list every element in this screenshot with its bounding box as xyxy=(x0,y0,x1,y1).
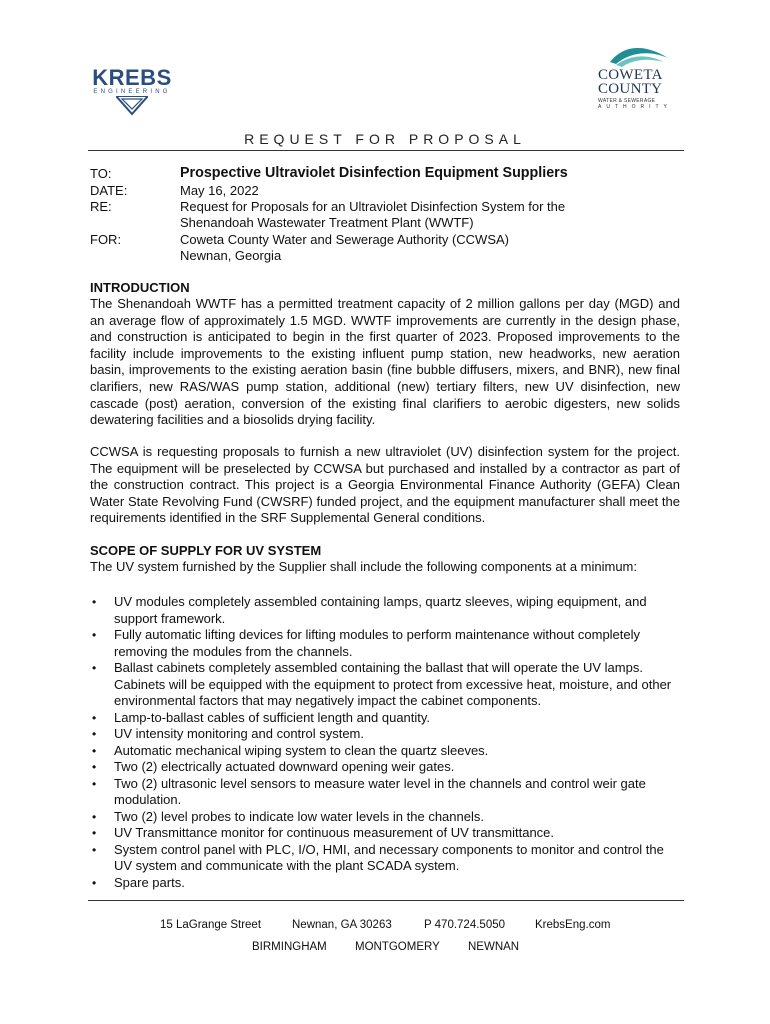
list-item xyxy=(90,825,684,842)
scope-heading: SCOPE OF SUPPLY FOR UV SYSTEM xyxy=(90,543,322,558)
bullet-icon: • xyxy=(92,760,97,774)
date-value: May 16, 2022 xyxy=(180,183,259,198)
bullet-icon: • xyxy=(92,628,97,642)
list-item xyxy=(90,660,684,710)
for-value-line1: Coweta County Water and Sewerage Authority (CCWSA) xyxy=(180,232,509,247)
list-item-text: Automatic mechanical wiping system to clean the quartz sleeves. xyxy=(114,742,489,758)
scope-intro: The UV system furnished by the Supplier shall include the following components at a minimum: xyxy=(90,559,637,574)
list-item-text: Lamp-to-ballast cables of sufficient length and quantity. xyxy=(114,709,431,725)
for-label: FOR: xyxy=(90,232,122,247)
list-item xyxy=(90,710,684,727)
bullet-icon: • xyxy=(92,743,97,758)
bullet-icon: • xyxy=(92,842,97,857)
coweta-logo-line2: COUNTY xyxy=(598,81,663,97)
list-item xyxy=(90,776,684,809)
footer-office-montgomery: MONTGOMERY xyxy=(355,941,440,953)
list-item-text: UV intensity monitoring and control system. xyxy=(114,726,364,741)
bullet-icon: • xyxy=(92,776,97,791)
bullet-icon: • xyxy=(92,661,97,675)
krebs-chevron-icon xyxy=(116,96,148,116)
footer-office-birmingham: BIRMINGHAM xyxy=(252,941,327,953)
coweta-logo-sub2: AUTHORITY xyxy=(598,104,672,110)
coweta-wave-icon xyxy=(606,46,670,68)
bullet-icon: • xyxy=(92,727,97,741)
for-value-line2: Newnan, Georgia xyxy=(180,248,282,263)
list-item xyxy=(90,743,684,760)
list-item xyxy=(90,809,684,826)
list-item-text: Fully automatic lifting devices for lifting modules to perform maintenance without completely removing the modules from the channels. xyxy=(114,627,641,659)
re-value-line2: Shenandoah Wastewater Treatment Plant (WWTF) xyxy=(180,215,474,230)
footer-phone: P 470.724.5050 xyxy=(424,919,506,931)
footer-office-newnan: NEWNAN xyxy=(468,941,520,953)
list-item xyxy=(90,726,684,743)
list-item xyxy=(90,759,684,776)
list-item xyxy=(90,594,684,627)
list-item-text: Spare parts. xyxy=(114,874,185,890)
list-item-text: UV Transmittance monitor for continuous measurement of UV transmittance. xyxy=(114,825,555,840)
coweta-logo-sub1: WATER & SEWERAGE xyxy=(598,98,656,104)
to-value: Prospective Ultraviolet Disinfection Equipment Suppliers xyxy=(180,165,568,181)
document-title: REQUEST FOR PROPOSAL xyxy=(244,131,526,147)
introduction-heading: INTRODUCTION xyxy=(90,280,190,295)
krebs-logo xyxy=(88,66,176,118)
to-label: TO: xyxy=(90,166,112,181)
krebs-logo-word: KREBS xyxy=(92,65,172,90)
list-item-text: UV modules completely assembled containing lamps, quartz sleeves, wiping equipment, and support framework. xyxy=(114,594,647,626)
list-item-text: Two (2) ultrasonic level sensors to measure water level in the channels and control weir gate modulation. xyxy=(114,775,646,807)
footer-divider xyxy=(88,900,684,901)
list-item-text: System control panel with PLC, I/O, HMI, and necessary components to monitor and control the UV system and communicate with the plant SCADA system. xyxy=(114,841,664,873)
bullet-icon: • xyxy=(92,595,97,609)
footer-website[interactable]: KrebsEng.com xyxy=(535,919,611,931)
coweta-logo xyxy=(596,46,676,110)
scope-bullet-list xyxy=(90,594,684,891)
introduction-paragraph-2: CCWSA is requesting proposals to furnish a new ultraviolet (UV) disinfection system for the project. The equipment will be preselected by CCWSA but purchased and installed by a contractor as part of the construction contract. This project is a Georgia Environmental Finance Authority (GEFA) Clean Water State Revolving Fund (CWSRF) funded project, and the equipment manufacturer shall meet the requirements identified in the SRF Supplemental General conditions. xyxy=(90,444,680,526)
re-label: RE: xyxy=(90,199,112,214)
krebs-logo-sub: ENGINEERING xyxy=(93,89,171,95)
bullet-icon: • xyxy=(92,809,97,824)
list-item-text: Two (2) electrically actuated downward opening weir gates. xyxy=(114,759,455,774)
bullet-icon: • xyxy=(92,826,97,840)
list-item xyxy=(90,627,684,660)
list-item xyxy=(90,875,684,892)
re-value-line1: Request for Proposals for an Ultraviolet Disinfection System for the xyxy=(180,199,566,214)
header-divider xyxy=(88,150,684,151)
introduction-paragraph-1: The Shenandoah WWTF has a permitted treatment capacity of 2 million gallons per day (MGD) and an average flow of approximately 1.5 MGD. WWTF improvements are currently in the design phase, and construction is anticipated to begin in the first quarter of 2023. Proposed improvements to the facility include improvements to the existing influent pump station, new headworks, new aeration basin, improvements to the existing aeration basin (fine bubble diffusers, mixers, and BNR), new final clarifiers, new RAS/WAS pump station, additional (new) tertiary filters, new UV disinfection, new cascade (post) aeration, conversion of the existing final clarifiers to aerobic digesters, new solids dewatering facilities and a biosolids drying facility. xyxy=(90,296,680,428)
footer-city: Newnan, GA 30263 xyxy=(292,919,392,931)
footer-address: 15 LaGrange Street xyxy=(160,919,262,931)
bullet-icon: • xyxy=(92,710,97,725)
date-label: DATE: xyxy=(90,183,128,198)
list-item-text: Two (2) level probes to indicate low water levels in the channels. xyxy=(114,808,484,824)
bullet-icon: • xyxy=(92,875,97,890)
list-item xyxy=(90,842,684,875)
list-item-text: Ballast cabinets completely assembled containing the ballast that will operate the UV lamps. Cabinets will be equipped with the equipment to protect from excessive heat, moisture, and other environmental factors that may negatively impact the cabinet components. xyxy=(114,660,672,708)
coweta-logo-line1: COWETA xyxy=(598,67,663,83)
